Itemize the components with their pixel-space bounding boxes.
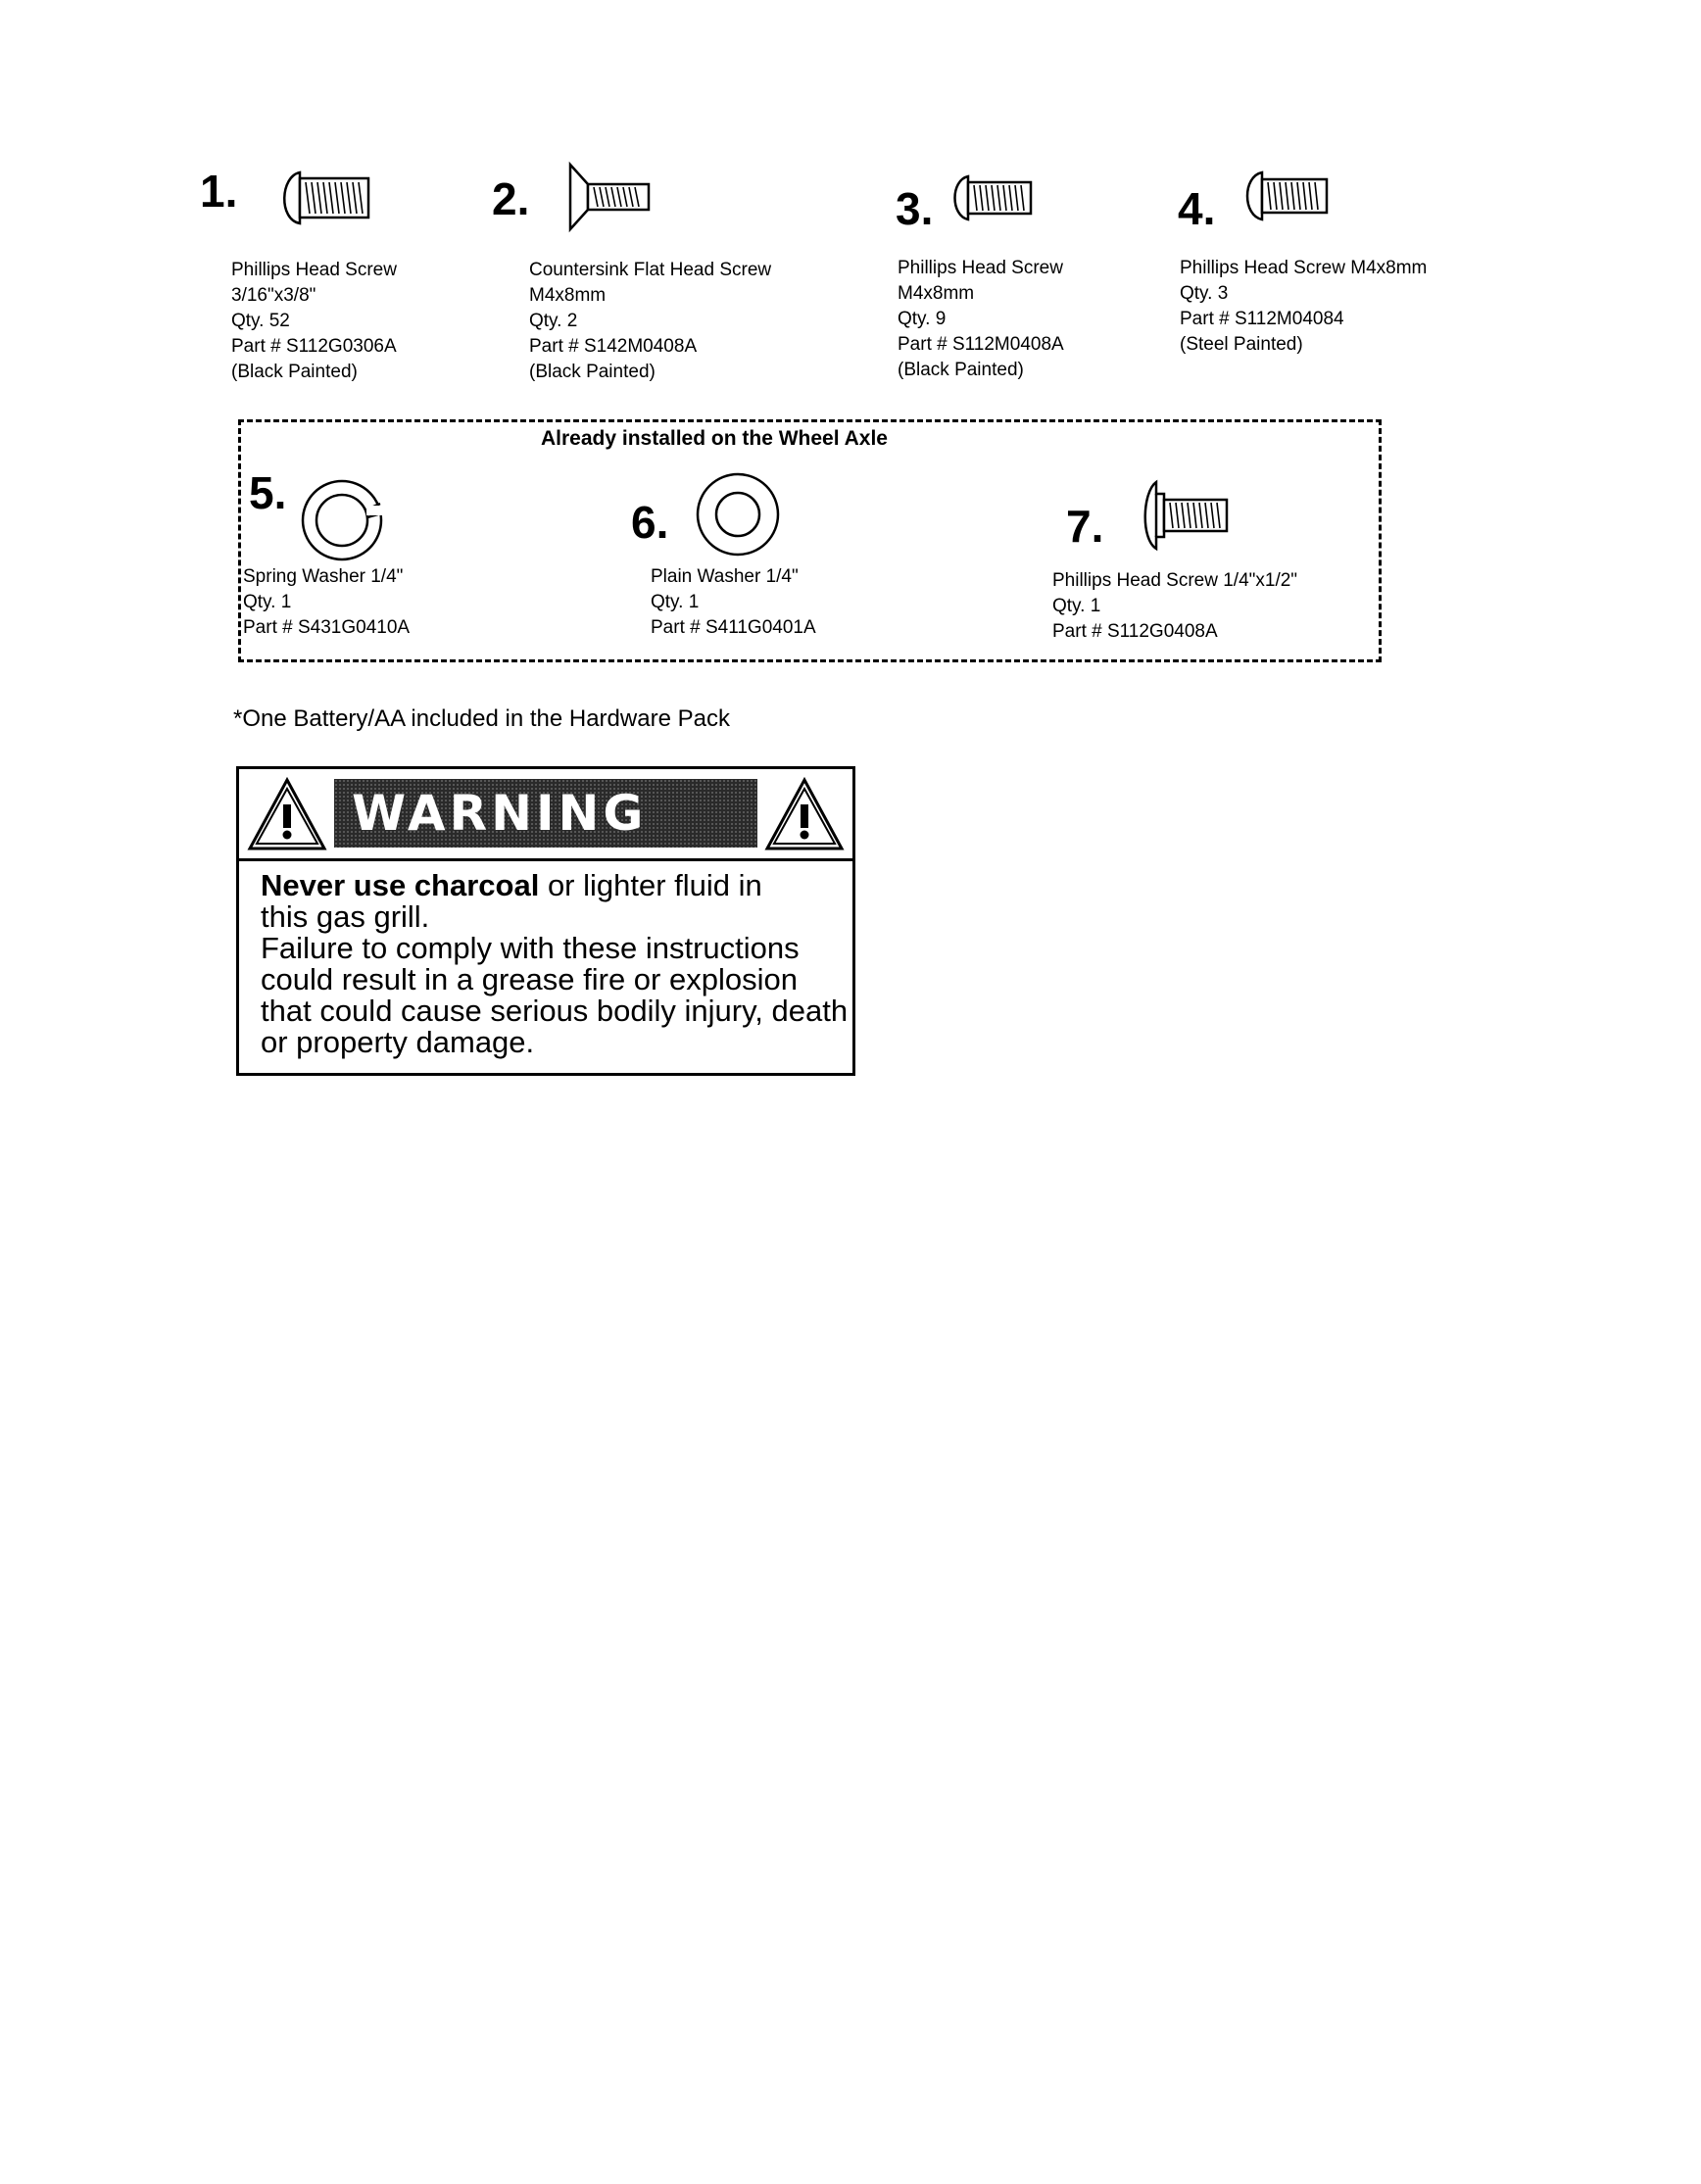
part-4-part-number: Part # S112M04084: [1180, 309, 1344, 329]
part-2-qty: Qty. 2: [529, 311, 578, 331]
part-6-part-number: Part # S411G0401A: [651, 617, 816, 638]
part-3-name: Phillips Head Screw: [898, 258, 1063, 278]
part-2-description: [529, 258, 771, 385]
warning-line-1: [261, 870, 849, 901]
part-3-qty: Qty. 9: [898, 309, 947, 329]
part-7-qty: Qty. 1: [1052, 596, 1101, 616]
part-5-description: [243, 564, 410, 641]
part-4-finish: (Steel Painted): [1180, 334, 1303, 355]
part-1-size: 3/16"x3/8": [231, 285, 316, 306]
part-7-name: Phillips Head Screw 1/4"x1/2": [1052, 570, 1298, 591]
warning-title: WARNING: [352, 785, 648, 842]
warning-line-2: this gas grill.: [261, 899, 430, 934]
part-4-number: 4.: [1178, 183, 1216, 234]
warning-line-6: or property damage.: [261, 1025, 535, 1059]
part-2-number: 2.: [492, 173, 530, 224]
part-3-part-number: Part # S112M0408A: [898, 334, 1064, 355]
truss-head-screw-icon: [1137, 478, 1235, 553]
part-4-qty: Qty. 3: [1180, 283, 1229, 304]
part-5-number: 5.: [249, 467, 287, 518]
part-4-name: Phillips Head Screw M4x8mm: [1180, 258, 1428, 278]
part-1-finish: (Black Painted): [231, 362, 358, 382]
part-7-description: [1052, 568, 1297, 645]
spring-washer-icon: [298, 476, 386, 564]
part-1-name: Phillips Head Screw: [231, 260, 397, 280]
warning-box: [236, 766, 855, 1076]
part-6-description: [651, 564, 816, 641]
warning-line-3: Failure to comply with these instructions: [261, 931, 800, 965]
part-4-description: [1180, 256, 1427, 358]
warning-message: [261, 870, 849, 1058]
part-5-name: Spring Washer 1/4": [243, 566, 404, 587]
warning-line-4: could result in a grease fire or explosion: [261, 962, 798, 996]
part-2-finish: (Black Painted): [529, 362, 656, 382]
round-head-screw-icon: [1239, 169, 1335, 223]
part-6-name: Plain Washer 1/4": [651, 566, 799, 587]
warning-triangle-icon: [764, 777, 845, 851]
part-3-finish: (Black Painted): [898, 360, 1024, 380]
warning-header: [239, 769, 852, 861]
part-7-number: 7.: [1066, 501, 1104, 552]
part-1-part-number: Part # S112G0306A: [231, 336, 397, 357]
part-6-number: 6.: [631, 497, 669, 548]
part-6-qty: Qty. 1: [651, 592, 700, 612]
round-head-screw-icon: [947, 172, 1039, 223]
part-5-qty: Qty. 1: [243, 592, 292, 612]
part-3-description: [898, 256, 1064, 383]
part-5-part-number: Part # S431G0410A: [243, 617, 411, 638]
wheel-axle-title: Already installed on the Wheel Axle: [541, 427, 888, 450]
part-1-number: 1.: [200, 166, 238, 217]
flat-head-screw-icon: [566, 161, 655, 233]
round-head-screw-icon: [274, 167, 376, 229]
battery-note: *One Battery/AA included in the Hardware Pack: [233, 705, 730, 732]
warning-triangle-icon: [247, 777, 327, 851]
part-3-number: 3.: [896, 183, 934, 234]
part-1-qty: Qty. 52: [231, 311, 290, 331]
part-2-size: M4x8mm: [529, 285, 607, 306]
warning-bold-lead: Never use charcoal: [261, 868, 540, 902]
part-7-part-number: Part # S112G0408A: [1052, 621, 1218, 642]
part-2-name: Countersink Flat Head Screw: [529, 260, 772, 280]
part-1-description: [231, 258, 397, 385]
warning-line-5: that could cause serious bodily injury, death: [261, 994, 849, 1028]
part-2-part-number: Part # S142M0408A: [529, 336, 698, 357]
plain-washer-icon: [694, 470, 782, 558]
warning-lead-rest: or lighter fluid in: [539, 868, 762, 902]
warning-title-bar: [334, 779, 757, 848]
part-3-size: M4x8mm: [898, 283, 975, 304]
